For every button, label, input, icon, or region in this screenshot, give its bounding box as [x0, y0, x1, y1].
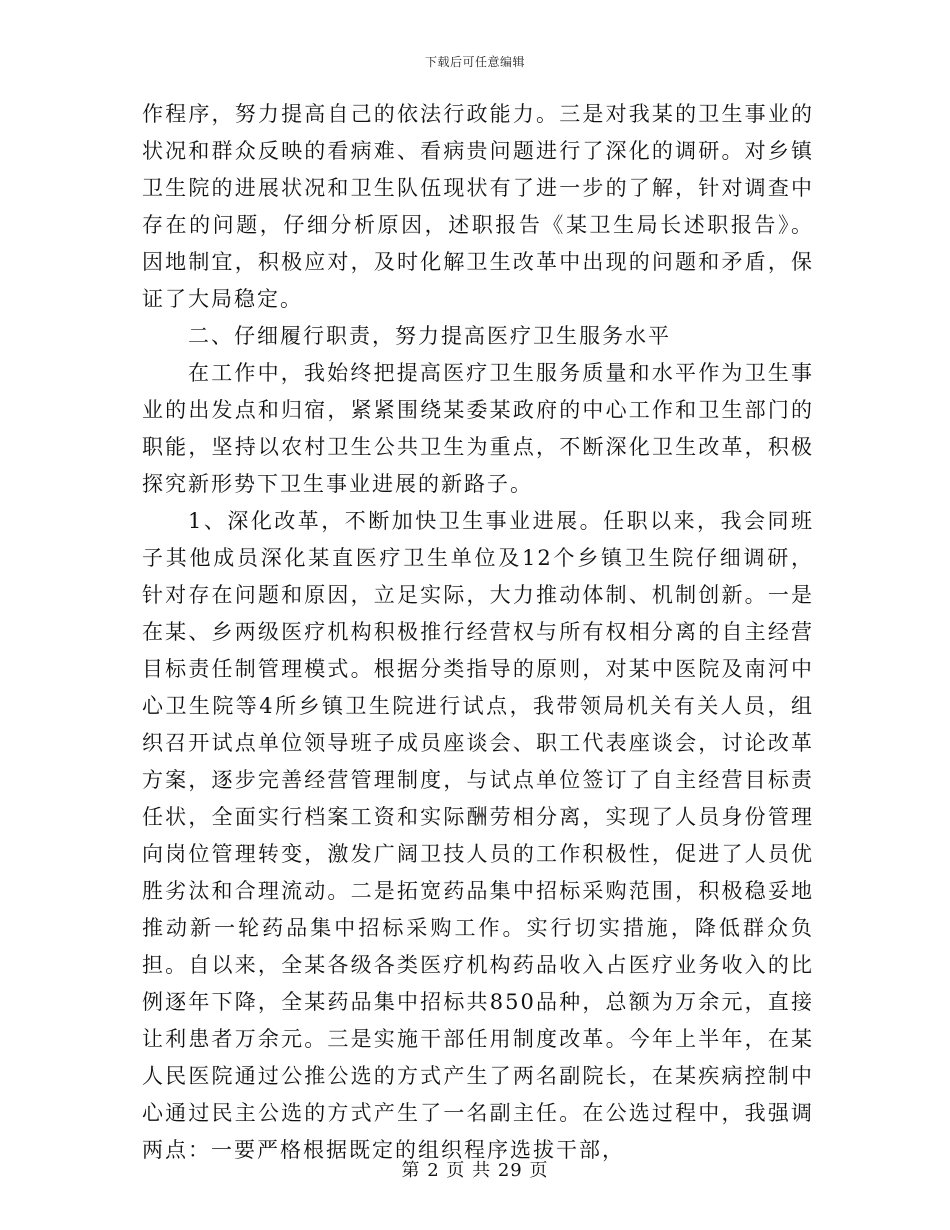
section-heading: 二、仔细履行职责，努力提高医疗卫生服务水平: [188, 324, 671, 348]
header-note: 下载后可任意编辑: [424, 55, 525, 69]
page-number: 第 2 页 共 29 页: [401, 1160, 549, 1181]
paragraph-intro: 在工作中，我始终把提高医疗卫生服务质量和水平作为卫生事业的出发点和归宿，紧紧围绕某委某政府的中心工作和卫生部门的职能，坚持以农村卫生公共卫生为重点，不断深化卫生改革，积极探究新形势下卫生事业进展的新路子。: [142, 361, 814, 496]
paragraph-continuation: 作程序，努力提高自己的依法行政能力。三是对我某的卫生事业的状况和群众反映的看病难、看病贵问题进行了深化的调研。对乡镇卫生院的进展状况和卫生队伍现状有了进一步的了解，针对调查中存在的问题，仔细分析原因，述职报告《某卫生局长述职报告》。 因地制宜，积极应对，及时化解卫生改革中出现的问题和矛盾，保证了大局稳定。: [142, 102, 814, 311]
document-body: [142, 96, 814, 1169]
paragraph-reform: 1、深化改革，不断加快卫生事业进展。任职以来，我会同班子其他成员深化某直医疗卫生单位及12个乡镇卫生院仔细调研，针对存在问题和原因，立足实际，大力推动体制、机制创新。一是在某、乡两级医疗机构积极推行经营权与所有权相分离的自主经营目标责任制管理模式。根据分类指导的原则，对某中医院及南河中心卫生院等4所乡镇卫生院进行试点，我带领局机关有关人员，组织召开试点单位领导班子成员座谈会、职工代表座谈会，讨论改革方案，逐步完善经营管理制度，与试点单位签订了自主经营目标责任状，全面实行档案工资和实际酬劳相分离，实现了人员身份管理向岗位管理转变，激发广阔卫技人员的工作积极性，促进了人员优胜劣汰和合理流动。二是拓宽药品集中招标采购范围，积极稳妥地推动新一轮药品集中招标采购工作。实行切实措施，降低群众负担。自以来，全某各级各类医疗机构药品收入占医疗业务收入的比例逐年下降，全某药品集中招标共850品种，总额为万余元，直接让利患者万余元。三是实施干部任用制度改革。今年上半年，在某人民医院通过公推公选的方式产生了两名副院长，在某疾病控制中心通过民主公选的方式产生了一名副主任。在公选过程中，我强调两点：一要严格根据既定的组织程序选拔干部，: [142, 509, 814, 1162]
